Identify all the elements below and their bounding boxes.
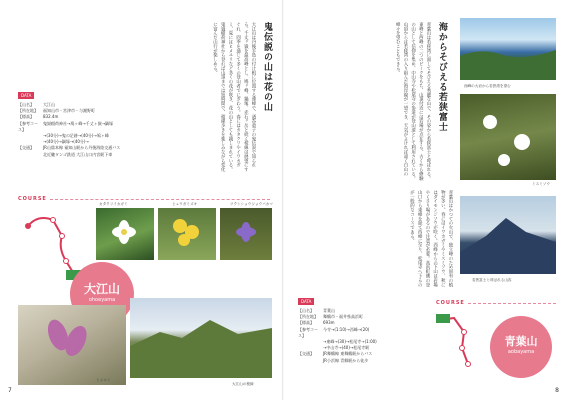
left-info-block: [18, 102, 123, 158]
info-row: 北近畿タンゴ鉄道 大江山口内宮駅下車: [43, 151, 113, 157]
coastline-icon: [460, 18, 556, 80]
right-mountain-romaji: aobayama: [507, 349, 535, 355]
course-waypoint: [60, 234, 65, 239]
left-mountain-romaji: ohoeyama: [88, 297, 116, 303]
mountain-ridge-icon: [130, 298, 272, 378]
left-page-number: 7: [8, 387, 12, 394]
mountain-peak-icon: [460, 196, 556, 274]
caption-himeyuri: ヒメユリ: [96, 378, 111, 382]
info-row: 【所在地】 舞鶴市・福井県高浜町: [298, 314, 363, 320]
course-waypoint: [462, 330, 467, 335]
info-row: →東峰→(30)→松尾寺→(1:00): [323, 338, 377, 344]
course-start-marker: [436, 314, 450, 323]
photo-wakasa-bay: [460, 18, 556, 80]
caption-hyugamizuki: ヒュウガミズキ: [172, 202, 198, 206]
right-page-number: 8: [555, 387, 559, 394]
photo-ohoeyama-ridge: [130, 298, 272, 378]
caption-aobayama-shape: 若狭富士と呼ばれる山容: [472, 278, 512, 282]
left-course-label: COURSE: [18, 196, 47, 202]
left-course-divider: [50, 199, 270, 200]
misumiso-flower-icon: [460, 94, 556, 180]
purple-flower-icon: [220, 208, 272, 260]
photo-aobayama-shape: [460, 196, 556, 274]
info-row: 【山名】 大江山: [18, 102, 55, 107]
right-course-map: [434, 308, 494, 378]
course-waypoint: [51, 218, 56, 223]
info-row: 【参考コース】 鬼嶽稲荷神社→鳩ヶ峰→千丈ヶ嶽→鍋塚: [18, 120, 114, 132]
info-row: JR小浜線 青郷駅から徒歩: [323, 357, 369, 363]
info-row: →中山寺→(40)→松尾寺駅: [323, 345, 370, 351]
info-row: →(30分)→鬼の足跡→(40分)→鳩ヶ峰: [43, 132, 109, 138]
photo-hyugamizuki: [158, 208, 216, 260]
info-row: 【所在地】 福知山市・宮津市・与謝野町: [18, 108, 95, 114]
left-data-tag: DATA: [18, 92, 34, 99]
photo-misumiso: [460, 94, 556, 180]
photo-himeyuri: [18, 305, 126, 385]
photo-shojobakama: [220, 208, 272, 260]
photo-katakuri: [96, 208, 154, 260]
right-course-divider: [468, 303, 556, 304]
yellow-flower-icon: [158, 208, 216, 260]
right-mountain-name: 青葉山: [504, 335, 538, 348]
right-data-tag: DATA: [298, 298, 314, 305]
course-waypoint: [466, 362, 471, 367]
right-info-block: [298, 308, 410, 364]
caption-wakasa-bay: 西峰の大岩から若狭湾を望む: [464, 84, 511, 88]
info-row: 【山名】 青葉山: [298, 308, 335, 313]
right-page-body: 青葉山は若狭湾に面してそびえる秀麗な山で、その姿から若狭富士と呼ばれる。東峰と西峰の二つのピークをもち、山頂付近には岩場が点在する。古くから修験の山として信仰を集め、中山寺や松尾寺の参道が登山道として利用されている。山頂からは若狭湾の入り組んだ海岸線が一望でき、天気がよければ遠く白山の峰々を望むこともできる。: [395, 22, 431, 181]
info-row: 【交通】 JR舞鶴線 東舞鶴駅からバス: [298, 351, 373, 357]
info-row: 【参考コース】 今寺→(1:10)→西峰→(20): [298, 326, 370, 338]
info-row: 【交通】 JR山陰本線 福知山駅から丹後海陸交通バス: [18, 145, 121, 151]
left-mountain-name: 大江山: [83, 282, 120, 296]
right-mountain-badge: [490, 316, 552, 378]
info-row: →(40分)→鍋塚→(40分)→: [43, 139, 89, 145]
caption-ohoeyama-ridge: 大江山の稜線: [232, 382, 254, 386]
right-page: [284, 0, 567, 400]
right-course-label: COURSE: [436, 300, 465, 306]
left-page-title: 鬼伝説の山は花の山: [262, 22, 272, 112]
caption-shojobakama: ツクシショウジョウバカマ: [230, 202, 273, 206]
course-waypoint: [64, 259, 69, 264]
course-start-marker: [25, 223, 31, 229]
caption-misumiso: ミスミソウ: [532, 182, 550, 186]
right-page-title: 海からそびえる若狭富士: [436, 22, 447, 132]
caption-katakuri: カタクリイカガミ: [99, 202, 128, 206]
course-route-line: [440, 318, 468, 364]
info-row: 【標高】 693m: [298, 320, 335, 326]
info-row: 【標高】 832.4m: [18, 114, 59, 120]
right-page-body-2: 青葉山はかつての火山で、独立峰のため固有の植物が多い。春にはイワカガミやミスミソウ、秋にはダイモンジソウが咲く。西峰からの下山は岩場やくさり場があるので注意が必要。高浜町側の登山口から東峰を経て西峰に至り、松尾寺へ下るのが一般的なコースである。: [409, 190, 453, 287]
white-flower-icon: [96, 208, 154, 260]
left-page: [0, 0, 283, 400]
lily-flower-icon: [18, 305, 126, 385]
left-page-body: 大江山は丹後半島の付け根に位置する連峰で、酒呑童子の鬼伝説で知られる。千丈ヶ嶽を最高峰とし、鳩ヶ峰、鍋塚、赤石ヶ岳と続く稜線は展望にすぐれ、四季を通じて多くの登山者でにぎわう。春にはカタクリやイワカガミ、夏にはヒメユリなど多くの花が咲き、花の山としても親しまれている。鬼嶽稲荷神社から登れば山頂までは短時間で、稜線歩きを楽しみながら変化に富んだ山行が楽しめる。: [212, 22, 256, 172]
course-waypoint: [460, 346, 465, 351]
course-route-line: [28, 218, 74, 274]
